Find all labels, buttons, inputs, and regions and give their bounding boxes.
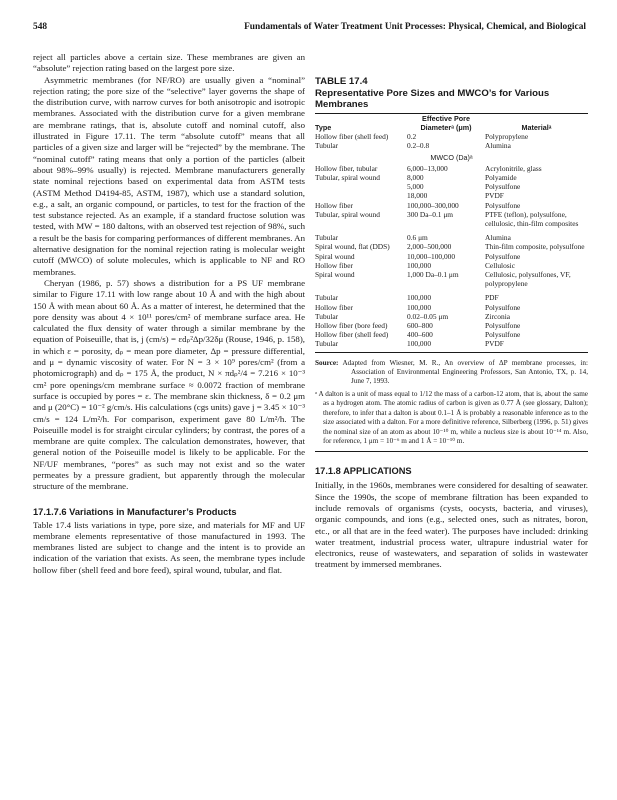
cell-type: Tubular [315, 311, 339, 321]
cell-material: Polysulfone [485, 302, 521, 312]
paragraph-4: Table 17.4 lists variations in type, pore size, and materials for MF and UF membrane elements representative of those manufactured in 1993. The membranes listed are subject to change and the intent is to provide an indication of the variation that exists. As seen, the membrane types include hollow fiber (shell feed and bore feed), spiral wound, tubular, and flat. [33, 519, 305, 575]
table-row [315, 210, 588, 228]
cell-size: 100,000–300,000 [407, 200, 459, 210]
table-bottom-rule [315, 352, 588, 353]
cell-material: Cellulosic, polysulfones, VF, polypropylene [485, 270, 571, 289]
right-column [315, 52, 588, 571]
cell-size: 8,000 [407, 173, 424, 182]
cell-type: Tubular [315, 233, 339, 243]
table-row [315, 303, 588, 312]
table-row [315, 228, 588, 242]
table-body-mwco-b [315, 228, 588, 288]
cell-size: 0.02–0.05 μm [407, 311, 449, 321]
applications-heading: 17.1.8 APPLICATIONS [315, 466, 412, 477]
col-header-pore-line2: Diameterᵃ (μm) [420, 122, 472, 132]
table-title: Representative Pore Sizes and MWCO’s for Various Membranes [315, 87, 550, 111]
cell-type: Hollow fiber (bore feed) [315, 321, 388, 331]
table-row [315, 261, 588, 270]
cell-material: PVDF [485, 339, 504, 349]
cell-type: Hollow fiber [315, 260, 353, 270]
cell-material: Cellulosic [485, 260, 515, 270]
cell-size: 0.6 μm [407, 233, 428, 243]
cell-size: 0.2–0.8 [407, 141, 430, 151]
cell-type: Spiral wound [315, 251, 355, 261]
cell-material: Alumina [485, 233, 511, 243]
cell-size: 0.2 [407, 132, 417, 142]
cell-size: 100,000 [407, 260, 432, 270]
cell-material: Polyamide [485, 173, 517, 182]
table-body-pore [315, 132, 588, 150]
running-title: Fundamentals of Water Treatment Unit Processes: Physical, Chemical, and Biological [244, 22, 586, 32]
table-row [315, 339, 588, 348]
cell-type: Spiral wound [315, 270, 355, 280]
table-caption [315, 76, 588, 111]
paragraph-3: Cheryan (1986, p. 57) shows a distribution for a PS UF membrane similar to Figure 17.11 with low range about 10 Å and with the high about 150 Å with mean about 60 Å. As a matter of interest, he determined that the pore density was about 4 × 10¹¹ pores/cm² of membrane surface area. He calculated the flux density of water through a similar membrane by the equation of Poiseuille, that is, j (cm/s) = εdₚ²Δp/32δμ (Rouse, 1946, p. 158), in which ε = porosity, dₚ = mean pore diameter, Δp = pressure differential, and μ = dynamic viscosity of water. For N = 3 × 10⁹ pores/cm² (from a photomicrograph) and dₚ = 175 Å, the product, N × πdₚ²/4 = 7.216 × 10⁻³ cm² pore openings/cm membrane surface ≈ 0.0072 fraction of membrane surface is occupied by pores = ε. The membrane skin thickness, δ = 0.2 μm and μ (20°C) = 10⁻² g/cm/s. His calculations (cgs units) gave j = 3.45 × 10⁻³ cm/s = 124 L/m²/h. For comparison, experiment gave 80 L/m²/h. The Poiseuille model is for straight circular cylinders; by contrast, the pores of a membrane are quite complex. The calculation demonstrates, however, that general notion of the Poiseuille model is likely to be applicable. For the NF/UF membranes, “pores” as such may not exist and so the water permeates by a pressure gradient, but apparently through the molecular structure of the membrane. [33, 277, 305, 492]
table-row [315, 242, 588, 251]
col-header-pore-line1: Effective Pore [422, 113, 470, 123]
table-row [315, 132, 588, 141]
paragraph-1: reject all particles above a certain size. These membranes are given an “absolute” rejection rating based on the largest pore size. [33, 52, 305, 74]
cell-material: PVDF [485, 191, 504, 201]
table-row [315, 312, 588, 321]
col-header-material: Materialᵃ [521, 122, 552, 132]
table-row [315, 252, 588, 261]
cell-size: 100,000 [407, 293, 432, 303]
cell-material: Polysulfone [485, 251, 521, 261]
table-row [315, 288, 588, 302]
cell-type: Hollow fiber, tubular [315, 163, 378, 173]
cell-type: Hollow fiber (shell feed) [315, 330, 389, 340]
table-row [315, 164, 588, 173]
cell-type: Tubular [315, 293, 339, 303]
cell-type: Hollow fiber (shell feed) [315, 132, 389, 142]
cell-material: Polysulfone [485, 200, 521, 210]
cell-type: Hollow fiber [315, 200, 353, 210]
cell-material: Polypropylene [485, 132, 529, 142]
cell-material: Polysulfone [485, 330, 521, 340]
cell-type: Spiral wound, flat (DDS) [315, 242, 390, 252]
mwco-subheading: MWCO (Da)ᵃ [430, 152, 473, 162]
pore-size-table [315, 114, 588, 349]
cell-material: Alumina [485, 141, 511, 151]
cell-size: 2,000–500,000 [407, 242, 452, 252]
left-column [33, 52, 305, 576]
cell-size: 10,000–100,000 [407, 251, 456, 261]
cell-type [315, 182, 407, 191]
table-notes [315, 359, 588, 447]
cell-size: 1,000 Da–0.1 μm [407, 270, 459, 280]
applications-paragraph: Initially, in the 1960s, membranes were considered for desalting of seawater. Since the 1990s, the scope of membrane filtration has been expanded to include removals of organisms (cysts, oocysts, bacteria, and viruses), organic compounds, and ions (e.g., selected ones, such as nitrates, boron, etc., or all that are in the feed water). The purposes have included: drinking water treatment, industrial process water, ultrapure industrial water for electronics, reuse of wastewaters, and separation of solids in wastewater treatment by immersed membranes. [315, 480, 588, 570]
table-header-row [315, 114, 588, 132]
table-row [315, 182, 588, 191]
cell-material: Thin-film composite, polysulfone [485, 242, 585, 252]
notes-bottom-rule [315, 451, 588, 452]
table-row [315, 191, 588, 200]
cell-material: Zirconia [485, 311, 511, 321]
cell-size: 6,000–13,000 [407, 163, 448, 173]
table-label: TABLE 17.4 [315, 76, 368, 87]
cell-type: Tubular [315, 339, 339, 349]
cell-material: Polysulfone [485, 321, 521, 331]
cell-size: 100,000 [407, 302, 432, 312]
table-row [315, 173, 588, 182]
table-body-mwco-c [315, 288, 588, 348]
section-heading-variations: 17.1.7.6 Variations in Manufacturer’s Products [33, 506, 237, 517]
cell-size: 18,000 [407, 191, 428, 201]
table-row [315, 330, 588, 339]
source-label: Source: [315, 358, 339, 367]
col-header-type: Type [315, 122, 332, 132]
cell-type: Tubular, spiral wound [315, 173, 380, 182]
table-row [315, 141, 588, 150]
cell-size: 5,000 [407, 182, 424, 192]
cell-size: 600–800 [407, 321, 433, 331]
cell-size: 100,000 [407, 339, 432, 349]
page-number: 548 [33, 22, 48, 32]
col-header-pore [407, 114, 485, 132]
table-row [315, 270, 588, 288]
cell-type: Hollow fiber [315, 302, 353, 312]
table-footnote: ᵃ A dalton is a unit of mass equal to 1/12 the mass of a carbon-12 atom, that is, about the same as a hydrogen atom. The atomic radius of carbon is given as 0.77 Å (see glossary, Dalton); therefore, to infer that a dalton is about 0.1–1 Å is probably a reasonable inference as to the size associated with a dalton. For a more definitive reference, Silberberg (1996, p. 51) gives the nominal size of an atom as about 10⁻¹⁰ m, while a nucleus size is about 10⁻¹⁴ m. Also, for reference, 1 μm = 10⁻⁶ m and 1 Å = 10⁻¹⁰ m. [315, 389, 588, 445]
table-row [315, 321, 588, 330]
table-row [315, 201, 588, 210]
cell-material: Polysulfone [485, 182, 521, 192]
cell-material: PTFE (teflon), polysulfone, cellulosic, thin-film composites [485, 209, 579, 229]
page-header [33, 22, 586, 36]
cell-type: Tubular [315, 141, 339, 151]
paragraph-2: Asymmetric membranes (for NF/RO) are usually given a “nominal” rejection rating; the pore size of the “selective” layer governs the shape of the distribution curve, with narrow curves for both anisotropic and isotropic membranes. Associated with the distribution curve for a given membrane are membrane ratings, that is, absolute cutoff and nominal cutoff, also illustrated in Figure 17.11. The term “absolute cutoff” means that all particles of a given size and larger will be “rejected” by the membrane. The “nominal cutoff” rating means that only a portion of the particles (albeit about 98%–99% usually) is rejected. Membrane manufacturers generally state nominal rejections based on experimental data from ASTM tests (ASTM Method D4194-85, ASTM, 1987), which use a standard solution, e.g., a salt, an organic compound, or particles, to test for the fraction of the test substance rejected. As an example, if a standard fructose solution was tested, with MW = 180 daltons, with an observed test rejection of 98%, such a result be the basis for comparing performances of different membranes. An alternative designation for the nominal rejection rating is molecular weight cutoff (MWCO) of solute molecules, which is applicable to NF and RO membranes. [33, 74, 305, 277]
table-body-mwco-a [315, 164, 588, 228]
cell-material: Acrylonitrile, glass [485, 163, 542, 173]
cell-material: PDF [485, 293, 499, 303]
cell-size: 300 Da–0.1 μm [407, 209, 454, 219]
cell-type [315, 191, 407, 200]
cell-type: Tubular, spiral wound [315, 209, 380, 219]
table-source [315, 359, 588, 387]
source-text: Adapted from Wiesner, M. R., An overview of ΔP membrane processes, in: Association of Environmental Engineering Professors, San Antonio, TX, p. 14, June 7, 1993. [342, 358, 588, 386]
cell-size: 400–600 [407, 330, 433, 340]
